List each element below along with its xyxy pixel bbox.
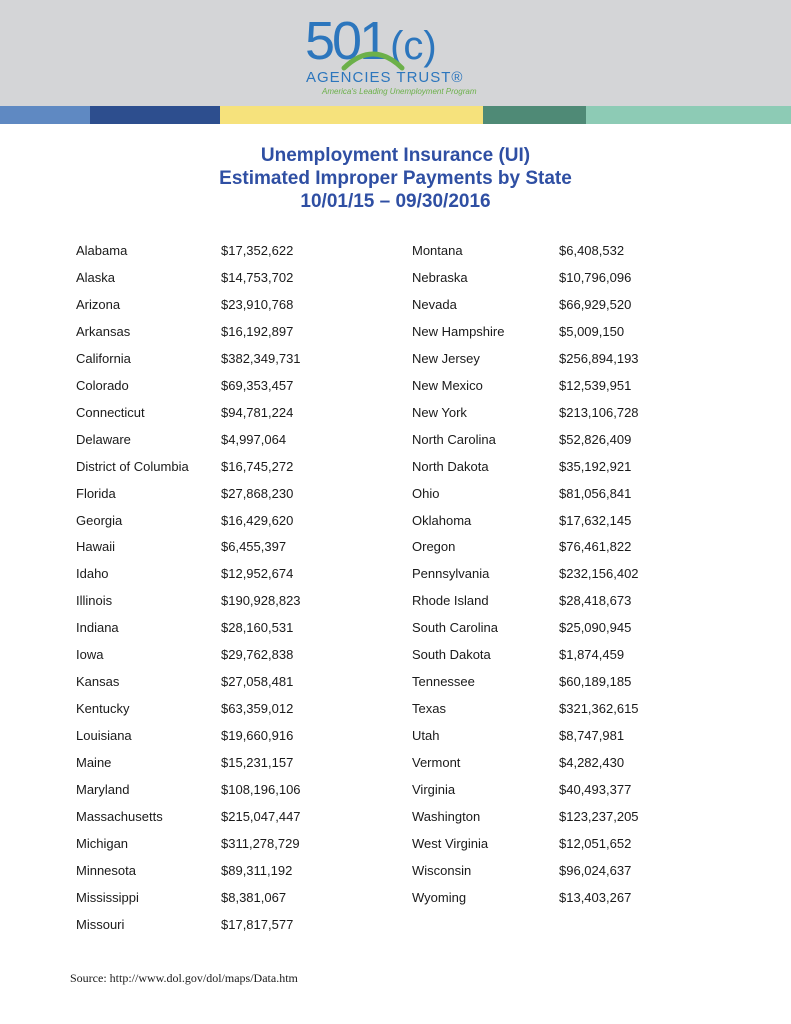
state-name: Illinois xyxy=(76,593,113,608)
logo xyxy=(300,11,490,98)
state-name: Georgia xyxy=(76,513,123,528)
state-name: Louisiana xyxy=(76,728,132,743)
color-stripe-1 xyxy=(0,106,90,124)
payment-amount: $89,311,192 xyxy=(221,863,293,878)
state-name: Nebraska xyxy=(412,270,468,285)
payment-amount: $5,009,150 xyxy=(559,324,625,339)
payment-amount: $66,929,520 xyxy=(559,297,632,312)
state-name: North Dakota xyxy=(412,459,489,474)
state-name: Minnesota xyxy=(76,863,136,878)
color-stripe-5 xyxy=(483,106,586,124)
state-name: Ohio xyxy=(412,486,440,501)
header-banner xyxy=(0,0,791,106)
payment-amount: $25,090,945 xyxy=(559,620,632,635)
state-name: Hawaii xyxy=(76,539,116,554)
state-name: Iowa xyxy=(76,647,104,662)
payment-amount: $60,189,185 xyxy=(559,674,632,689)
payment-amount: $16,192,897 xyxy=(221,324,294,339)
state-name: New York xyxy=(412,405,467,420)
state-name: North Carolina xyxy=(412,432,496,447)
payment-amount: $123,237,205 xyxy=(559,809,639,824)
payment-amount: $14,753,702 xyxy=(221,270,294,285)
state-name: California xyxy=(76,351,131,366)
payment-amount: $19,660,916 xyxy=(221,728,294,743)
payment-amount: $15,231,157 xyxy=(221,755,294,770)
payment-amount: $12,539,951 xyxy=(559,378,632,393)
state-name: New Hampshire xyxy=(412,324,505,339)
state-name: Tennessee xyxy=(412,674,475,689)
state-name: South Carolina xyxy=(412,620,498,635)
payment-amount: $13,403,267 xyxy=(559,890,632,905)
state-name: Colorado xyxy=(76,378,129,393)
payment-amount: $321,362,615 xyxy=(559,701,639,716)
payment-amount: $27,058,481 xyxy=(221,674,294,689)
payment-amount: $69,353,457 xyxy=(221,378,294,393)
state-name: Michigan xyxy=(76,836,129,851)
state-name: Indiana xyxy=(76,620,119,635)
state-name: Oklahoma xyxy=(412,513,472,528)
state-name: Pennsylvania xyxy=(412,566,490,581)
logo-suffix: (c) xyxy=(390,24,437,68)
state-name: Alaska xyxy=(76,270,116,285)
payment-amount: $6,455,397 xyxy=(221,539,287,554)
state-name: Maryland xyxy=(76,782,130,797)
state-name: Mississippi xyxy=(76,890,139,905)
state-name: Connecticut xyxy=(76,405,145,420)
payment-amount: $28,418,673 xyxy=(559,593,632,608)
payment-amount: $29,762,838 xyxy=(221,647,294,662)
state-name: Texas xyxy=(412,701,446,716)
state-name: Kansas xyxy=(76,674,120,689)
state-name: Oregon xyxy=(412,539,456,554)
title-line-1: Unemployment Insurance (UI) xyxy=(260,145,531,166)
payment-amount: $94,781,224 xyxy=(221,405,294,420)
payment-amount: $12,952,674 xyxy=(221,566,294,581)
state-name: Idaho xyxy=(76,566,109,581)
state-name: Utah xyxy=(412,728,440,743)
payment-amount: $35,192,921 xyxy=(559,459,632,474)
payment-amount: $52,826,409 xyxy=(559,432,632,447)
payment-amount: $8,747,981 xyxy=(559,728,625,743)
logo-tagline: America's Leading Unemployment Program xyxy=(322,87,477,96)
payment-amount: $10,796,096 xyxy=(559,270,632,285)
payment-amount: $76,461,822 xyxy=(559,539,632,554)
payment-amount: $6,408,532 xyxy=(559,243,625,258)
payment-amount: $256,894,193 xyxy=(559,351,639,366)
state-name: New Jersey xyxy=(412,351,480,366)
payment-amount: $4,282,430 xyxy=(559,755,625,770)
state-name: Rhode Island xyxy=(412,593,489,608)
state-name: South Dakota xyxy=(412,647,491,662)
payment-amount: $4,997,064 xyxy=(221,432,287,447)
payment-amount: $40,493,377 xyxy=(559,782,632,797)
state-name: West Virginia xyxy=(412,836,489,851)
payment-amount: $23,910,768 xyxy=(221,297,294,312)
payment-amount: $311,278,729 xyxy=(221,836,300,851)
color-stripe-6 xyxy=(586,106,791,124)
payment-amount: $215,047,447 xyxy=(221,809,301,824)
color-stripe-4 xyxy=(350,106,483,124)
payment-amount: $17,817,577 xyxy=(221,917,294,932)
payment-amount: $190,928,823 xyxy=(221,593,301,608)
payment-amount: $382,349,731 xyxy=(221,351,301,366)
title-line-3: 10/01/15 – 09/30/2016 xyxy=(300,191,491,212)
state-name: Delaware xyxy=(76,432,131,447)
state-name: Arizona xyxy=(76,297,121,312)
payment-amount: $27,868,230 xyxy=(221,486,294,501)
state-name: District of Columbia xyxy=(76,459,189,474)
logo-name: AGENCIES TRUST® xyxy=(306,69,464,86)
title-line-2: Estimated Improper Payments by State xyxy=(219,168,572,189)
payment-amount: $28,160,531 xyxy=(221,620,294,635)
state-name: Florida xyxy=(76,486,116,501)
state-name: Alabama xyxy=(76,243,128,258)
payment-amount: $213,106,728 xyxy=(559,405,639,420)
state-name: Massachusetts xyxy=(76,809,163,824)
source-note: Source: http://www.dol.gov/dol/maps/Data.htm xyxy=(70,971,298,985)
state-name: Missouri xyxy=(76,917,125,932)
payment-amount: $232,156,402 xyxy=(559,566,639,581)
payment-amount: $8,381,067 xyxy=(221,890,287,905)
state-name: Vermont xyxy=(412,755,461,770)
state-name: Virginia xyxy=(412,782,456,797)
payment-amount: $16,429,620 xyxy=(221,513,294,528)
payment-amount: $17,352,622 xyxy=(221,243,294,258)
payment-amount: $12,051,652 xyxy=(559,836,632,851)
state-name: Nevada xyxy=(412,297,457,312)
state-name: Washington xyxy=(412,809,481,824)
payment-amount: $16,745,272 xyxy=(221,459,294,474)
payment-amount: $96,024,637 xyxy=(559,863,632,878)
state-name: Maine xyxy=(76,755,112,770)
state-name: Kentucky xyxy=(76,701,130,716)
payment-amount: $1,874,459 xyxy=(559,647,625,662)
payment-amount: $108,196,106 xyxy=(221,782,301,797)
state-name: Arkansas xyxy=(76,324,131,339)
state-name: Montana xyxy=(412,243,463,258)
payment-amount: $81,056,841 xyxy=(559,486,632,501)
state-name: New Mexico xyxy=(412,378,483,393)
color-stripe-3 xyxy=(220,106,350,124)
payment-amount: $63,359,012 xyxy=(221,701,294,716)
payment-amount: $17,632,145 xyxy=(559,513,632,528)
logo-digits: 501 xyxy=(305,11,387,71)
state-name: Wyoming xyxy=(412,890,467,905)
color-stripe-2 xyxy=(90,106,220,124)
state-name: Wisconsin xyxy=(412,863,472,878)
